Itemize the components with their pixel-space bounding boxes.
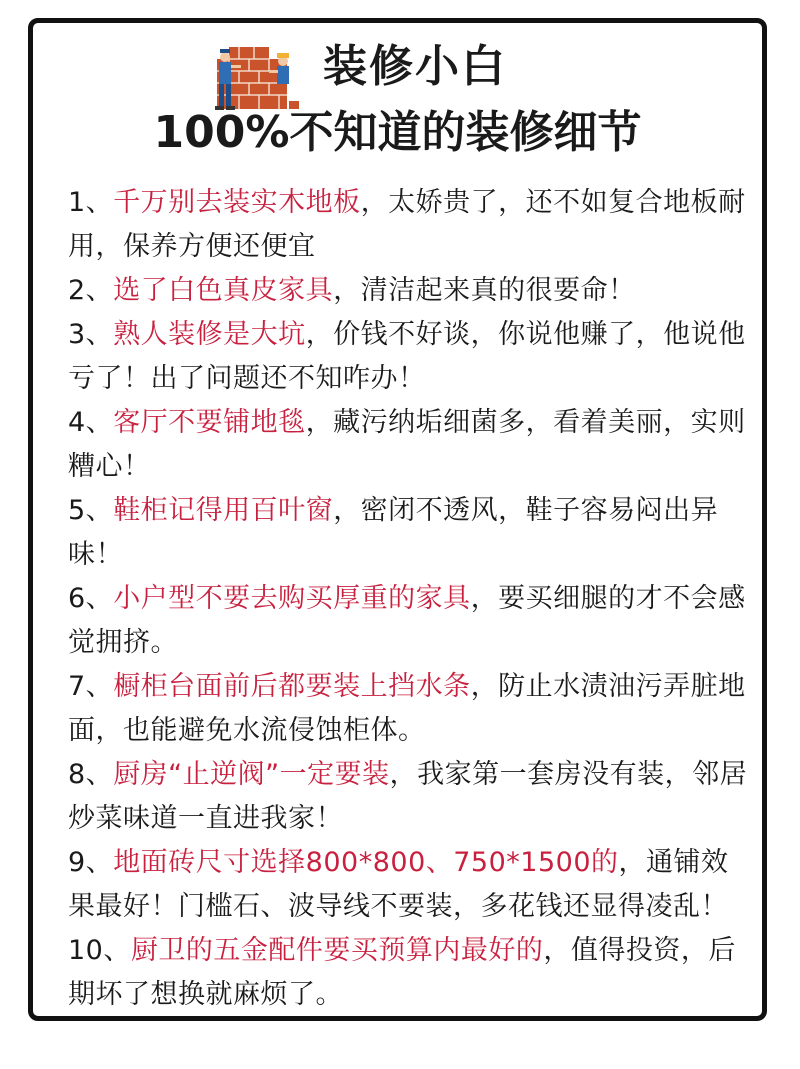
tip-highlight: 小户型不要去购买厚重的家具 [113, 583, 471, 614]
tip-text: ，通铺效果最好！门槛石、波导线不要装，多花钱还显得凌乱！ [68, 847, 729, 922]
tip-text: ，密闭不透风，鞋子容易闷出异味！ [68, 495, 719, 570]
tip-number: 7、 [68, 671, 114, 702]
tip-text: ，防止水渍油污弄脏地面，也能避免水流侵蚀柜体。 [68, 671, 746, 746]
tip-number: 8、 [68, 759, 114, 790]
content-card [28, 18, 767, 1021]
tip-number: 9、 [68, 847, 114, 878]
tip-text: ，藏污纳垢细菌多，看着美丽，实则糟心！ [68, 407, 746, 482]
tip-number: 2、 [68, 275, 114, 306]
bricklayer-workers-icon [209, 37, 301, 111]
tip-text: ，我家第一套房没有装，邻居炒菜味道一直进我家！ [68, 759, 748, 834]
tip-highlight: 千万别去装实木地板 [113, 187, 361, 218]
tip-highlight: 客厅不要铺地毯 [113, 407, 306, 438]
tip-highlight: 熟人装修是大坑 [113, 319, 306, 350]
tip-number: 5、 [68, 495, 114, 526]
tip-text: ，太娇贵了，还不如复合地板耐用，保养方便还便宜 [68, 187, 746, 262]
tip-item [68, 313, 748, 401]
tip-highlight: 厨卫的五金配件要买预算内最好的 [130, 935, 544, 966]
tip-item [68, 841, 748, 929]
tip-item [68, 929, 748, 1017]
tip-text: ，价钱不好谈，你说他赚了，他说他亏了！出了问题还不知咋办！ [68, 319, 746, 394]
page-title: 装修小白 [323, 41, 507, 92]
tip-text: ，值得投资，后期坏了想换就麻烦了。 [68, 935, 736, 1010]
tip-item [68, 753, 748, 841]
tip-item [68, 489, 748, 577]
header [33, 23, 762, 173]
tip-text: ，要买细腿的才不会感觉拥挤。 [68, 583, 746, 658]
tip-item [68, 181, 748, 269]
tip-highlight: 选了白色真皮家具 [113, 275, 334, 306]
tip-number: 6、 [68, 583, 114, 614]
tip-number: 4、 [68, 407, 114, 438]
tip-item [68, 269, 748, 313]
tip-number: 3、 [68, 319, 114, 350]
page-subtitle: 100%不知道的装修细节 [153, 107, 642, 158]
tip-highlight: 厨房“止逆阀”一定要装 [113, 759, 390, 790]
tip-highlight: 鞋柜记得用百叶窗 [113, 495, 334, 526]
tips-list [68, 181, 748, 1017]
tip-item [68, 401, 748, 489]
tip-highlight: 地面砖尺寸选择800*800、750*1500的 [113, 847, 619, 878]
tip-text: ，清洁起来真的很要命！ [333, 275, 636, 306]
tip-item [68, 577, 748, 665]
tip-number: 10、 [68, 935, 131, 966]
tip-item [68, 665, 748, 753]
tip-highlight: 橱柜台面前后都要装上挡水条 [113, 671, 471, 702]
tip-number: 1、 [68, 187, 114, 218]
